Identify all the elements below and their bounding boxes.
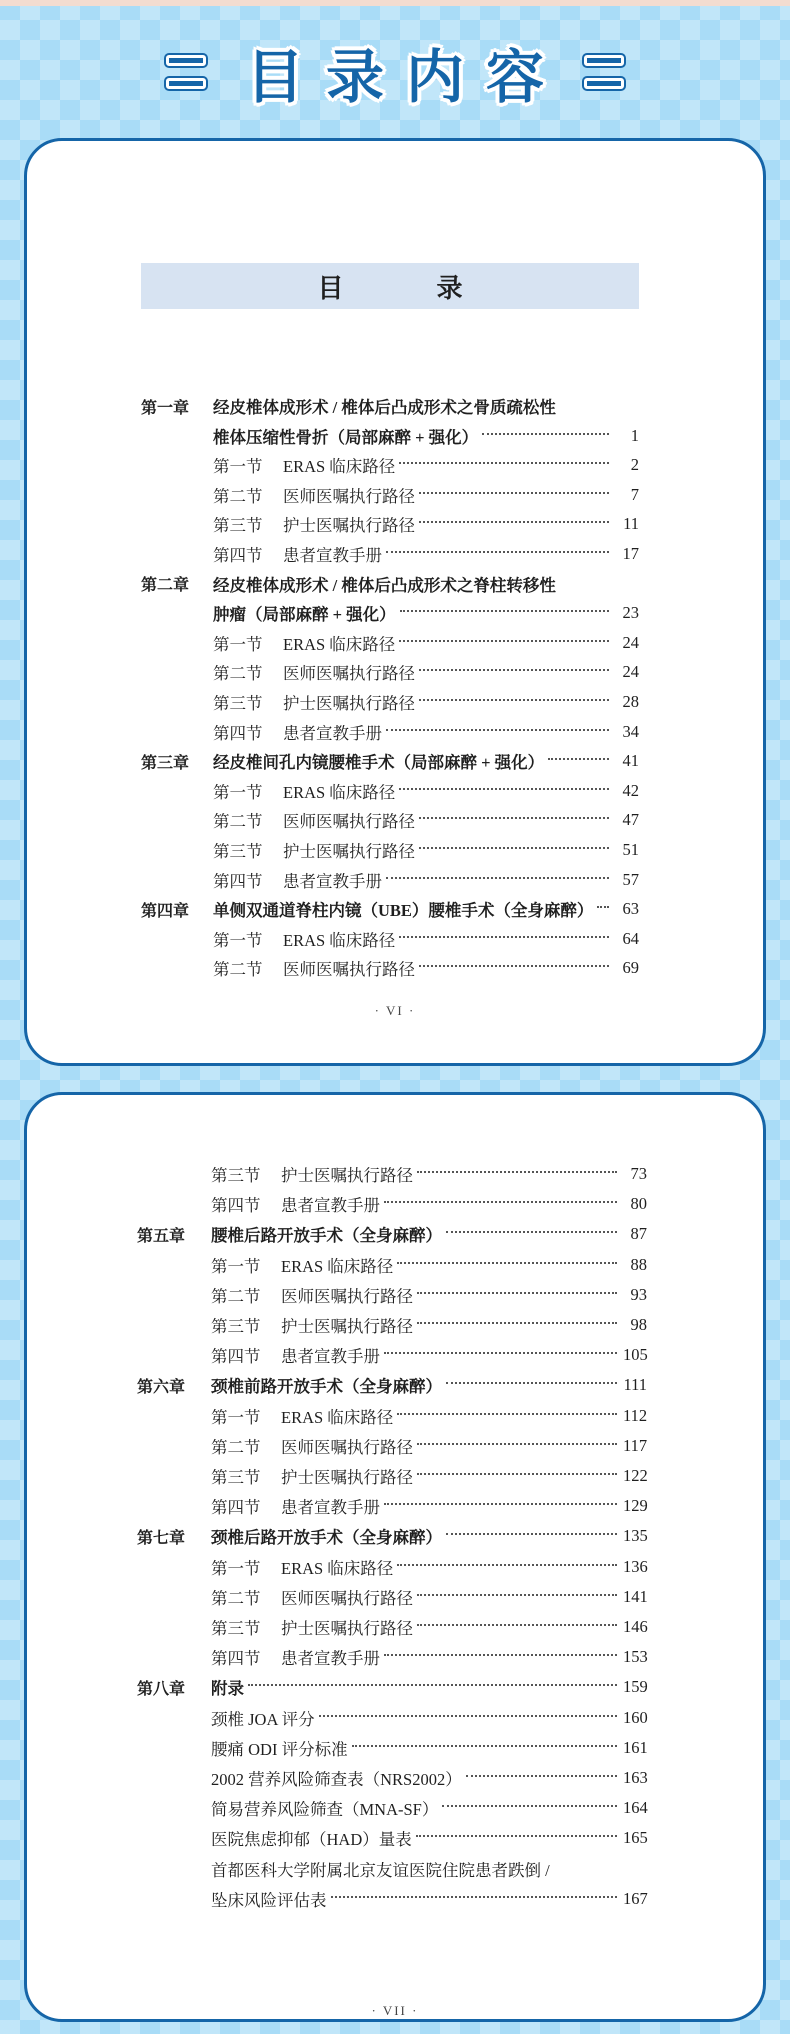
section-row (211, 1793, 647, 1823)
section-row (213, 953, 639, 983)
section-row (211, 1733, 647, 1763)
page-ref: 64 (622, 928, 639, 948)
page-ref: 105 (623, 1345, 648, 1365)
page-ref: 165 (623, 1828, 648, 1848)
chapter-title: 椎体压缩性骨折（局部麻醉 + 强化） (213, 427, 479, 447)
chapter-row (213, 391, 639, 421)
entry-title: 患者宣教手册 (281, 1196, 380, 1216)
section-number: 第三节 (213, 516, 263, 536)
section-number: 第三节 (213, 842, 263, 861)
section-number: 第一节 (213, 930, 263, 950)
page-ref: 2 (630, 455, 639, 475)
page-ref: 73 (630, 1164, 647, 1183)
dot-leader (399, 788, 609, 790)
entry-title: 护士医嘱执行路径 (283, 842, 415, 861)
dot-leader (399, 462, 609, 464)
section-row (213, 865, 639, 895)
section-row (213, 717, 639, 747)
section-number: 第四节 (211, 1196, 261, 1216)
section-row (211, 1854, 647, 1884)
dot-leader (416, 1835, 617, 1837)
page-ref: 146 (623, 1617, 648, 1636)
section-row (211, 1763, 647, 1793)
chapter-row (211, 1219, 647, 1249)
entry-title: ERAS 临床路径 (283, 457, 396, 477)
section-row (213, 509, 639, 539)
page-ref: 167 (623, 1888, 648, 1908)
page-ref: 80 (630, 1194, 647, 1214)
dot-leader (397, 1413, 617, 1415)
dot-leader (466, 1775, 617, 1777)
section-number: 第三节 (211, 1619, 261, 1638)
section-row (213, 539, 639, 569)
equals-decoration-left (166, 55, 206, 89)
dot-leader (386, 551, 609, 553)
page-ref: 41 (622, 751, 639, 771)
section-row (211, 1612, 647, 1642)
dot-leader (419, 699, 609, 701)
page-ref: 135 (623, 1526, 648, 1546)
dot-leader (419, 521, 609, 523)
section-number: 第四节 (211, 1498, 261, 1518)
section-number: 第二节 (211, 1286, 261, 1306)
section-row (211, 1401, 647, 1431)
dot-leader (397, 1262, 617, 1264)
page-ref: 136 (623, 1556, 648, 1576)
chapter-row (213, 894, 639, 924)
section-row (213, 450, 639, 480)
chapter-row (213, 598, 639, 628)
page-ref: 24 (622, 662, 639, 682)
page-ref: 7 (630, 484, 639, 504)
page-ref: 42 (622, 780, 639, 800)
entry-title: 医师医嘱执行路径 (281, 1588, 413, 1608)
section-row (213, 835, 639, 865)
entry-title: 腰痛 ODI 评分标准 (211, 1739, 348, 1759)
section-row (211, 1340, 647, 1370)
page-ref: 117 (623, 1435, 648, 1455)
section-row (213, 805, 639, 835)
entry-title: 坠床风险评估表 (211, 1890, 327, 1910)
section-row (211, 1703, 647, 1733)
chapter-title: 腰椎后路开放手术（全身麻醉） (211, 1226, 442, 1246)
page-ref: 153 (623, 1647, 648, 1667)
entry-title: ERAS 临床路径 (283, 782, 396, 802)
entry-title: 患者宣教手册 (281, 1347, 380, 1367)
page-number: · VI · (374, 1003, 416, 1018)
section-row (211, 1552, 647, 1582)
entry-title: 医师医嘱执行路径 (281, 1437, 413, 1457)
section-row (211, 1280, 647, 1310)
section-row (213, 687, 639, 717)
page-ref: 159 (623, 1677, 648, 1697)
entry-title: 患者宣教手册 (283, 723, 382, 743)
entry-title: 医师医嘱执行路径 (283, 486, 415, 506)
dot-leader (352, 1745, 617, 1747)
section-number: 第三节 (213, 694, 263, 713)
section-number: 第一节 (213, 634, 263, 654)
dot-leader (419, 817, 609, 819)
entry-title: ERAS 临床路径 (281, 1558, 394, 1578)
toc-heading: 目 录 (141, 263, 639, 309)
page-number: · VII · (371, 2003, 419, 2018)
section-number: 第一节 (211, 1407, 261, 1427)
entry-title: 颈椎 JOA 评分 (211, 1709, 315, 1729)
chapter-row (213, 421, 639, 451)
dot-leader (417, 1292, 617, 1294)
chapter-number: 第六章 (137, 1378, 186, 1396)
dot-leader (397, 1564, 617, 1566)
section-row (211, 1250, 647, 1280)
section-number: 第二节 (211, 1588, 261, 1608)
dot-leader (482, 433, 609, 435)
toc-page-2 (24, 1092, 766, 2022)
dot-leader (417, 1443, 617, 1445)
chapter-title: 颈椎后路开放手术（全身麻醉） (211, 1528, 442, 1548)
entry-title: ERAS 临床路径 (281, 1256, 394, 1276)
dot-leader (419, 965, 609, 967)
entry-title: 医师医嘱执行路径 (283, 960, 415, 980)
entry-title: 护士医嘱执行路径 (281, 1317, 413, 1336)
dot-leader (446, 1533, 617, 1535)
section-row (211, 1159, 647, 1189)
entry-title: 患者宣教手册 (283, 546, 382, 565)
entry-title: 护士医嘱执行路径 (281, 1619, 413, 1638)
top-strip (0, 0, 790, 6)
dot-leader (446, 1231, 617, 1233)
section-number: 第三节 (211, 1468, 261, 1487)
chapter-title: 颈椎前路开放手术（全身麻醉） (211, 1377, 442, 1397)
section-row (211, 1310, 647, 1340)
entry-title: 患者宣教手册 (281, 1498, 380, 1518)
page-ref: 57 (622, 869, 639, 889)
section-row (211, 1189, 647, 1219)
section-row (211, 1491, 647, 1521)
chapter-title: 肿瘤（局部麻醉 + 强化） (213, 605, 396, 625)
entry-title: 医师医嘱执行路径 (283, 664, 415, 684)
section-number: 第四节 (213, 546, 263, 565)
dot-leader (319, 1715, 617, 1717)
entry-title: ERAS 临床路径 (281, 1407, 394, 1427)
entry-title: 医师医嘱执行路径 (283, 812, 415, 832)
section-number: 第三节 (211, 1166, 261, 1185)
chapter-title: 附录 (211, 1679, 244, 1699)
page-ref: 17 (622, 544, 639, 563)
toc-page-1 (24, 138, 766, 1066)
dot-leader (384, 1654, 617, 1656)
section-number: 第二节 (211, 1437, 261, 1457)
entry-title: 护士医嘱执行路径 (281, 1468, 413, 1487)
chapter-title: 经皮椎体成形术 / 椎体后凸成形术之脊柱转移性 (213, 575, 556, 595)
chapter-number: 第五章 (137, 1227, 186, 1245)
chapter-row (211, 1521, 647, 1551)
page-ref: 47 (622, 810, 639, 830)
section-row (211, 1431, 647, 1461)
chapter-number: 第二章 (141, 577, 190, 595)
page-ref: 69 (622, 958, 639, 978)
dot-leader (548, 758, 609, 760)
page-ref: 28 (622, 692, 639, 711)
dot-leader (417, 1624, 617, 1626)
dot-leader (386, 877, 609, 879)
page-ref: 88 (630, 1254, 647, 1274)
section-row (211, 1884, 647, 1914)
entry-title: 医院焦虑抑郁（HAD）量表 (211, 1830, 412, 1850)
page-ref: 24 (622, 632, 639, 652)
section-row (213, 657, 639, 687)
section-number: 第一节 (213, 782, 263, 802)
entry-title: 首都医科大学附属北京友谊医院住院患者跌倒 / (211, 1860, 550, 1880)
page-ref: 112 (623, 1405, 648, 1425)
page-ref: 161 (623, 1737, 648, 1757)
entry-title: ERAS 临床路径 (283, 634, 396, 654)
section-number: 第一节 (211, 1558, 261, 1578)
section-row (213, 776, 639, 806)
dot-leader (400, 610, 609, 612)
dot-leader (597, 906, 609, 908)
entry-title: 护士医嘱执行路径 (283, 516, 415, 536)
section-number: 第四节 (213, 871, 263, 891)
dot-leader (386, 729, 609, 731)
section-row (213, 628, 639, 658)
dot-leader (399, 936, 609, 938)
chapter-title: 单侧双通道脊柱内镜（UBE）腰椎手术（全身麻醉） (213, 901, 594, 921)
dot-leader (331, 1896, 618, 1898)
chapter-row (213, 569, 639, 599)
chapter-number: 第八章 (137, 1680, 186, 1698)
page-ref: 98 (630, 1315, 647, 1334)
dot-leader (442, 1805, 617, 1807)
chapter-number: 第三章 (141, 754, 190, 772)
section-row (213, 480, 639, 510)
entry-title: 2002 营养风险筛查表（NRS2002） (211, 1770, 462, 1789)
entry-title: 护士医嘱执行路径 (283, 694, 415, 713)
chapter-number: 第四章 (141, 902, 190, 920)
section-number: 第四节 (211, 1347, 261, 1367)
dot-leader (384, 1503, 617, 1505)
page-ref: 51 (622, 840, 639, 859)
page-ref: 23 (622, 603, 639, 623)
entry-title: ERAS 临床路径 (283, 930, 396, 950)
page-title: 目录内容 (245, 42, 566, 111)
page-ref: 164 (623, 1798, 648, 1818)
page-ref: 93 (630, 1284, 647, 1304)
page-ref: 34 (622, 721, 639, 741)
section-number: 第四节 (213, 723, 263, 743)
dot-leader (417, 1322, 617, 1324)
entry-title: 患者宣教手册 (283, 871, 382, 891)
section-number: 第二节 (213, 812, 263, 832)
dot-leader (446, 1382, 617, 1384)
section-row (211, 1823, 647, 1853)
page-ref: 160 (623, 1707, 648, 1727)
equals-decoration-right (584, 55, 624, 89)
chapter-row (213, 746, 639, 776)
dot-leader (384, 1352, 617, 1354)
section-row (211, 1642, 647, 1672)
dot-leader (417, 1171, 617, 1173)
page-ref: 87 (630, 1224, 647, 1244)
chapter-number: 第一章 (141, 399, 190, 417)
section-number: 第二节 (213, 960, 263, 980)
chapter-number: 第七章 (137, 1529, 186, 1547)
section-number: 第一节 (211, 1256, 261, 1276)
chapter-title: 经皮椎间孔内镜腰椎手术（局部麻醉 + 强化） (213, 753, 545, 773)
entry-title: 护士医嘱执行路径 (281, 1166, 413, 1185)
dot-leader (248, 1684, 617, 1686)
section-number: 第三节 (211, 1317, 261, 1336)
dot-leader (417, 1473, 617, 1475)
page-header (0, 24, 790, 119)
dot-leader (399, 640, 609, 642)
section-number: 第二节 (213, 486, 263, 506)
entry-title: 简易营养风险筛查（MNA-SF） (211, 1800, 439, 1820)
section-number: 第二节 (213, 664, 263, 684)
page-ref: 141 (623, 1586, 648, 1606)
dot-leader (419, 492, 609, 494)
chapter-row (211, 1370, 647, 1400)
page-ref: 63 (622, 899, 639, 919)
section-number: 第一节 (213, 457, 263, 477)
entry-title: 医师医嘱执行路径 (281, 1286, 413, 1306)
dot-leader (419, 669, 609, 671)
dot-leader (417, 1594, 617, 1596)
section-row (213, 924, 639, 954)
chapter-title: 经皮椎体成形术 / 椎体后凸成形术之骨质疏松性 (213, 398, 556, 417)
page-ref: 1 (630, 425, 639, 445)
page-ref: 163 (623, 1768, 648, 1787)
page-ref: 129 (623, 1496, 648, 1516)
page-ref: 111 (623, 1375, 647, 1395)
section-row (211, 1461, 647, 1491)
page-ref: 11 (623, 514, 639, 534)
dot-leader (419, 847, 609, 849)
entry-title: 患者宣教手册 (281, 1649, 380, 1669)
page-ref: 122 (623, 1466, 648, 1485)
chapter-row (211, 1672, 647, 1702)
dot-leader (384, 1201, 617, 1203)
section-number: 第四节 (211, 1649, 261, 1669)
section-row (211, 1582, 647, 1612)
